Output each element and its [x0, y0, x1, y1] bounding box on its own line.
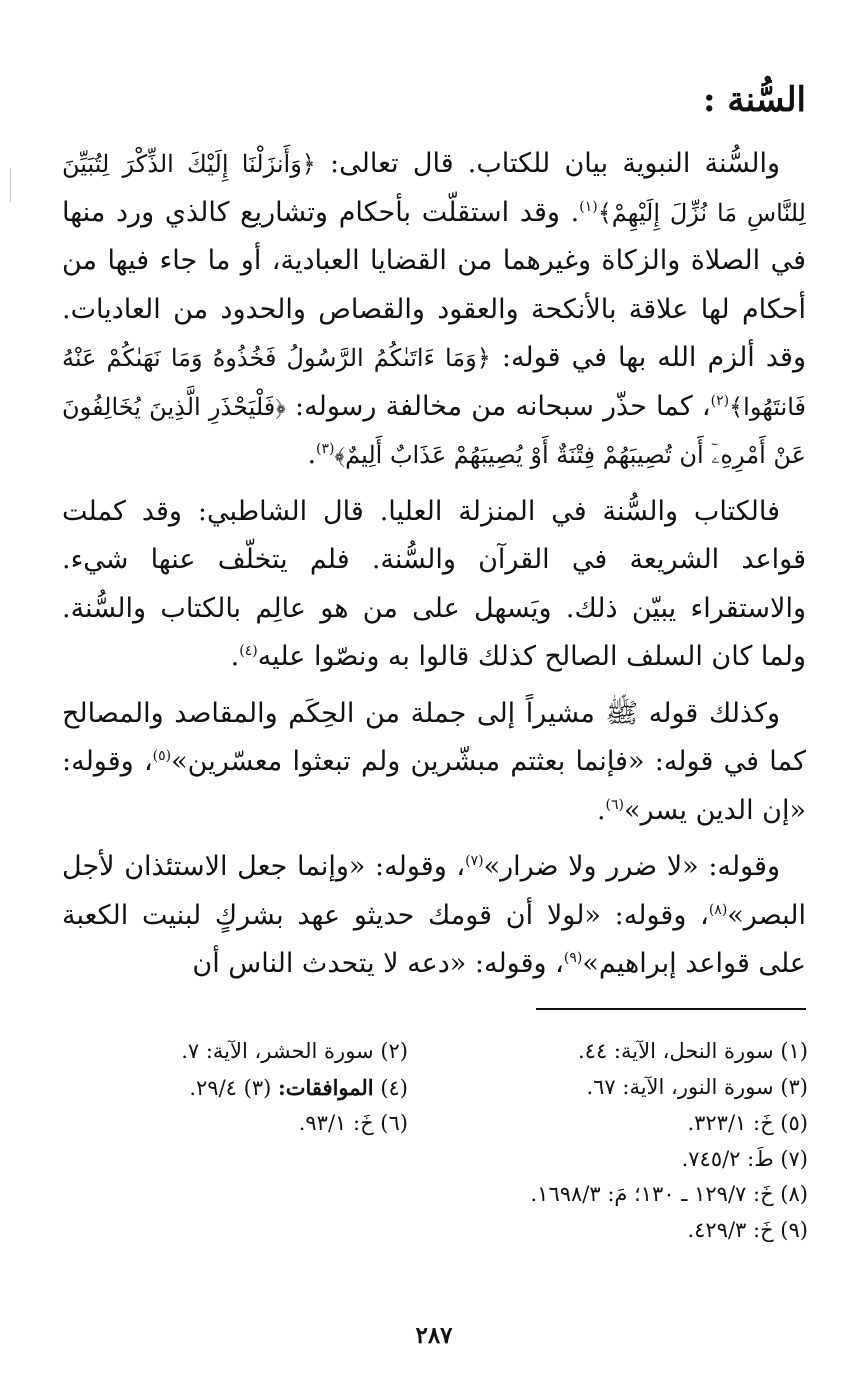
footnote-book-title: الموافقات:: [277, 1074, 374, 1100]
main-text: [62, 140, 806, 997]
quran-verse: ﴿فَلْيَحْذَرِ الَّذِينَ يُخَالِفُونَ عَنْ أَمْرِهِۦٓ أَن تُصِيبَهُمْ فِتْنَةٌ أَوْ يُصِيبَهُمْ عَذَابٌ أَلِيمٌ﴾: [62, 392, 806, 469]
footnote-3: (٣) سورة النور، الآية: ٦٧.: [586, 1074, 808, 1099]
footnote-2: (٢) سورة الحشر، الآية: ٧.: [181, 1039, 408, 1063]
text-span: ، وقوله: «لولا أن قومك حديثو عهد بشركٍ لبنيت الكعبة على قواعد إبراهيم»: [62, 899, 806, 979]
paragraph-4: [62, 843, 806, 989]
footnote-ref: (٨): [708, 901, 728, 918]
footnote-8: (٨) خَ: ١٢٩/٧ ـ ١٣٠؛ مَ: ١٦٩٨/٣.: [530, 1182, 808, 1206]
text-span: ، كما حذّر سبحانه من مخالفة رسوله:: [285, 390, 711, 422]
footnote-ref: (٦): [605, 796, 624, 813]
footnote-row: [90, 1034, 808, 1070]
page-number: ٢٨٧: [415, 1322, 453, 1349]
paragraph-1: [62, 140, 806, 480]
text-span: .: [307, 439, 317, 470]
footnote-ref: (٢): [710, 392, 730, 409]
paragraph-2: [62, 488, 806, 682]
quran-verse: ﴿وَأَنزَلْنَا إِلَيْكَ الذِّكْرَ لِتُبَيِّنَ لِلنَّاسِ مَا نُزِّلَ إِلَيْهِمْ﴾: [62, 150, 806, 227]
footnote-row: [90, 1070, 808, 1107]
footnote-ref: (٤): [239, 643, 258, 659]
text-span: والسُّنة النبوية بيان للكتاب. قال تعالى:: [315, 148, 781, 179]
section-heading: السُّنة :: [702, 80, 806, 120]
margin-mark: [10, 168, 11, 202]
text-span: ، وقوله: «إن الدين يسر»: [62, 746, 806, 826]
footnote-ref: (٩): [563, 950, 583, 966]
paragraph-3: [62, 690, 806, 836]
footnote-9: (٩) خَ: ٤٢٩/٣.: [687, 1217, 808, 1242]
footnote-ref: (٣): [316, 441, 335, 457]
footnote-4: [90, 1070, 408, 1107]
text-span: وقوله: «لا ضرر ولا ضرار»: [483, 851, 781, 882]
footnote-row: [90, 1106, 808, 1142]
text-span: ، وقوله: «دعه لا يتحدث الناس أن: [192, 948, 564, 979]
text-span: ، وقوله: «وإنما جعل الاستئذان لأجل البصر»: [62, 851, 806, 931]
footnote-number: (٤): [380, 1075, 408, 1100]
footnote-6: (٦) خَ: ٩٣/١.: [298, 1111, 408, 1135]
footnote-7: (٧) طَ: ٧٤٥/٢.: [681, 1146, 808, 1171]
footnote-reference: (٣) ٢٩/٤.: [189, 1075, 272, 1100]
quran-verse: ﴿وَمَا ءَاتَىٰكُمُ الرَّسُولُ فَخُذُوهُ وَمَا نَهَىٰكُمْ عَنْهُ فَانتَهُوا﴾: [62, 344, 806, 421]
footnote-1: (١) سورة النحل، الآية: ٤٤.: [577, 1039, 808, 1063]
footnote-ref: (٥): [152, 748, 172, 764]
footnote-divider: [536, 1008, 806, 1010]
text-span: .: [596, 794, 606, 826]
footnote-5: (٥) خَ: ٣٢٣/١.: [687, 1111, 808, 1135]
text-span: .: [230, 641, 240, 672]
footnote-ref: (٧): [465, 853, 484, 869]
footnote-ref: (١): [579, 198, 598, 215]
text-span: وكذلك قوله ﷺ مشيراً إلى جملة من الحِكَم والمقاصد والمصالح كما في قوله: «فإنما بعثتم مبشّرين ولم تبعثوا معسّرين»: [62, 697, 806, 777]
text-span: فالكتاب والسُّنة في المنزلة العليا. قال الشاطبي: وقد كملت قواعد الشريعة في القرآن والسُّنة. فلم يتخلّف عنها شيء. والاستقراء يبيّن ذلك. ويَسهل على من هو عالِم بالكتاب والسُّنة. ولما كان السلف الصالح كذلك قالوا به ونصّوا عليه: [62, 495, 806, 672]
text-span: . وقد استقلّت بأحكام وتشاريع كالذي ورد منها في الصلاة والزكاة وغيرهما من القضايا العبادية، أو ما جاء فيها من أحكام لها علاقة بالأنكحة والعقود والقصاص والحدود من العاديات. وقد ألزم الله بها في قوله:: [62, 196, 806, 373]
footnotes: [90, 1034, 808, 1248]
